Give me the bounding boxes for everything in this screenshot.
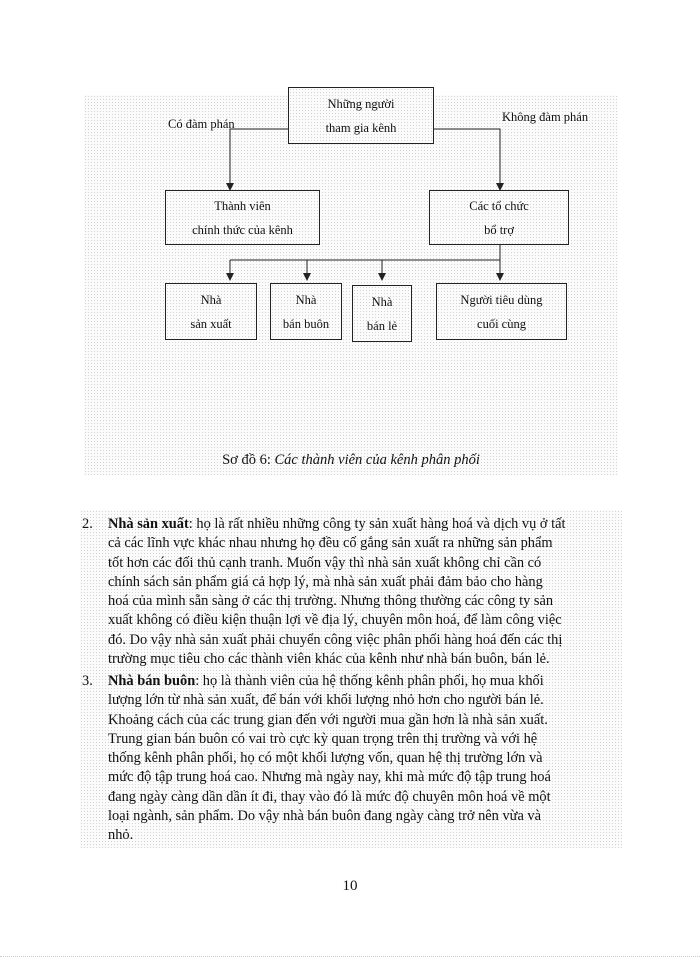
- text-line: trường mục tiêu cho các thành viên khác của kênh như nhà bán buôn, bán lẻ.: [108, 651, 550, 668]
- text-line: [108, 515, 618, 534]
- box-line: Những người: [327, 96, 395, 111]
- box-line: Nhà: [200, 292, 222, 307]
- label-negotiating: Có đàm phán: [168, 117, 235, 131]
- text-line-content: : họ là thành viên của hệ thống kênh phân phối, họ mua khối: [195, 673, 544, 689]
- text-line: đang ngày càng dần dần ít đi, thay vào đó là mức độ chuyên môn hoá về một: [108, 788, 551, 805]
- text-line: nhỏ.: [108, 827, 134, 844]
- item-number: 2.: [82, 516, 93, 532]
- text-line: xuất không có điều kiện thuận lợi về địa lý, chuyên môn hoá, để làm công việc: [108, 612, 562, 629]
- box-line: Thành viên: [214, 198, 271, 213]
- text-line: lượng lớn từ nhà sản xuất, để bán với khối lượng nhỏ hơn cho người bán lẻ.: [108, 692, 544, 709]
- item-text: [108, 515, 618, 669]
- label-non-negotiating: Không đàm phán: [502, 110, 589, 124]
- box-line: Nhà: [371, 294, 393, 309]
- page-bottom-divider: [0, 956, 700, 957]
- box-line: tham gia kênh: [325, 120, 397, 135]
- body-text: [80, 510, 622, 848]
- connector-left-branch: [230, 129, 288, 190]
- text-line: [108, 672, 618, 691]
- box-retailer: [352, 285, 412, 342]
- box-channel-participants: [288, 87, 434, 144]
- box-line: chính thức của kênh: [192, 222, 293, 237]
- text-line: cả các lĩnh vực khác nhau nhưng họ đều cố gắng sản xuất ra những sản phẩm: [108, 535, 553, 552]
- box-end-consumer: [436, 283, 567, 340]
- text-line: loại ngành, sản phẩm. Do vậy nhà bán buôn đang ngày càng trở nên vừa và: [108, 808, 542, 825]
- box-line: Nhà: [295, 292, 317, 307]
- caption-prefix: Sơ đồ 6:: [222, 452, 275, 468]
- text-line: chính sách sản phẩm giá cả hợp lý, mà nhà sản xuất phải đảm bảo cho hàng: [108, 573, 543, 590]
- text-line: thống kênh phân phối, họ có một khối lượng vốn, quan hệ thị trường lớn và: [108, 750, 543, 767]
- box-line: bán lẻ: [366, 318, 398, 333]
- diagram-caption: [84, 452, 618, 469]
- box-line: sản xuất: [190, 316, 232, 331]
- caption-title: Các thành viên của kênh phân phối: [274, 452, 480, 468]
- box-line: bổ trợ: [484, 222, 514, 237]
- text-line: Trung gian bán buôn có vai trò cực kỳ quan trọng trên thị trường và với hệ: [108, 730, 538, 747]
- box-official-members: [165, 190, 320, 245]
- box-producer: [165, 283, 257, 340]
- text-line: hoá của mình sẵn sàng ở các thị trường. Nhưng thông thường các công ty sản: [108, 593, 554, 610]
- item-term: Nhà bán buôn: [108, 673, 196, 689]
- connector-right-branch: [434, 129, 500, 190]
- box-line: Người tiêu dùng: [460, 292, 543, 307]
- item-term: Nhà sản xuất: [108, 516, 189, 532]
- box-support-organizations: [429, 190, 569, 245]
- box-line: bán buôn: [282, 316, 330, 331]
- text-line: Khoảng cách của các trung gian đến với người mua gần hơn là nhà sản xuất.: [108, 711, 548, 728]
- box-line: Các tổ chức: [469, 198, 529, 213]
- box-line: cuối cùng: [477, 316, 526, 331]
- text-line: mức độ tập trung hoá cao. Nhưng mà ngày nay, khi mà mức độ tập trung hoá: [108, 769, 551, 786]
- text-line-content: : họ là rất nhiều những công ty sản xuất hàng hoá và dịch vụ ở tất: [188, 516, 566, 532]
- text-line: đó. Do vậy nhà sản xuất phải chuyển công việc phân phối hàng hoá đến các thị: [108, 631, 563, 648]
- text-line: tốt hơn các đối thủ cạnh tranh. Muốn vậy thì nhà sản xuất không chỉ cần có: [108, 554, 542, 571]
- page-number: 10: [342, 878, 358, 894]
- item-text: [108, 672, 618, 846]
- item-number: 3.: [82, 673, 93, 689]
- box-wholesaler: [270, 283, 342, 340]
